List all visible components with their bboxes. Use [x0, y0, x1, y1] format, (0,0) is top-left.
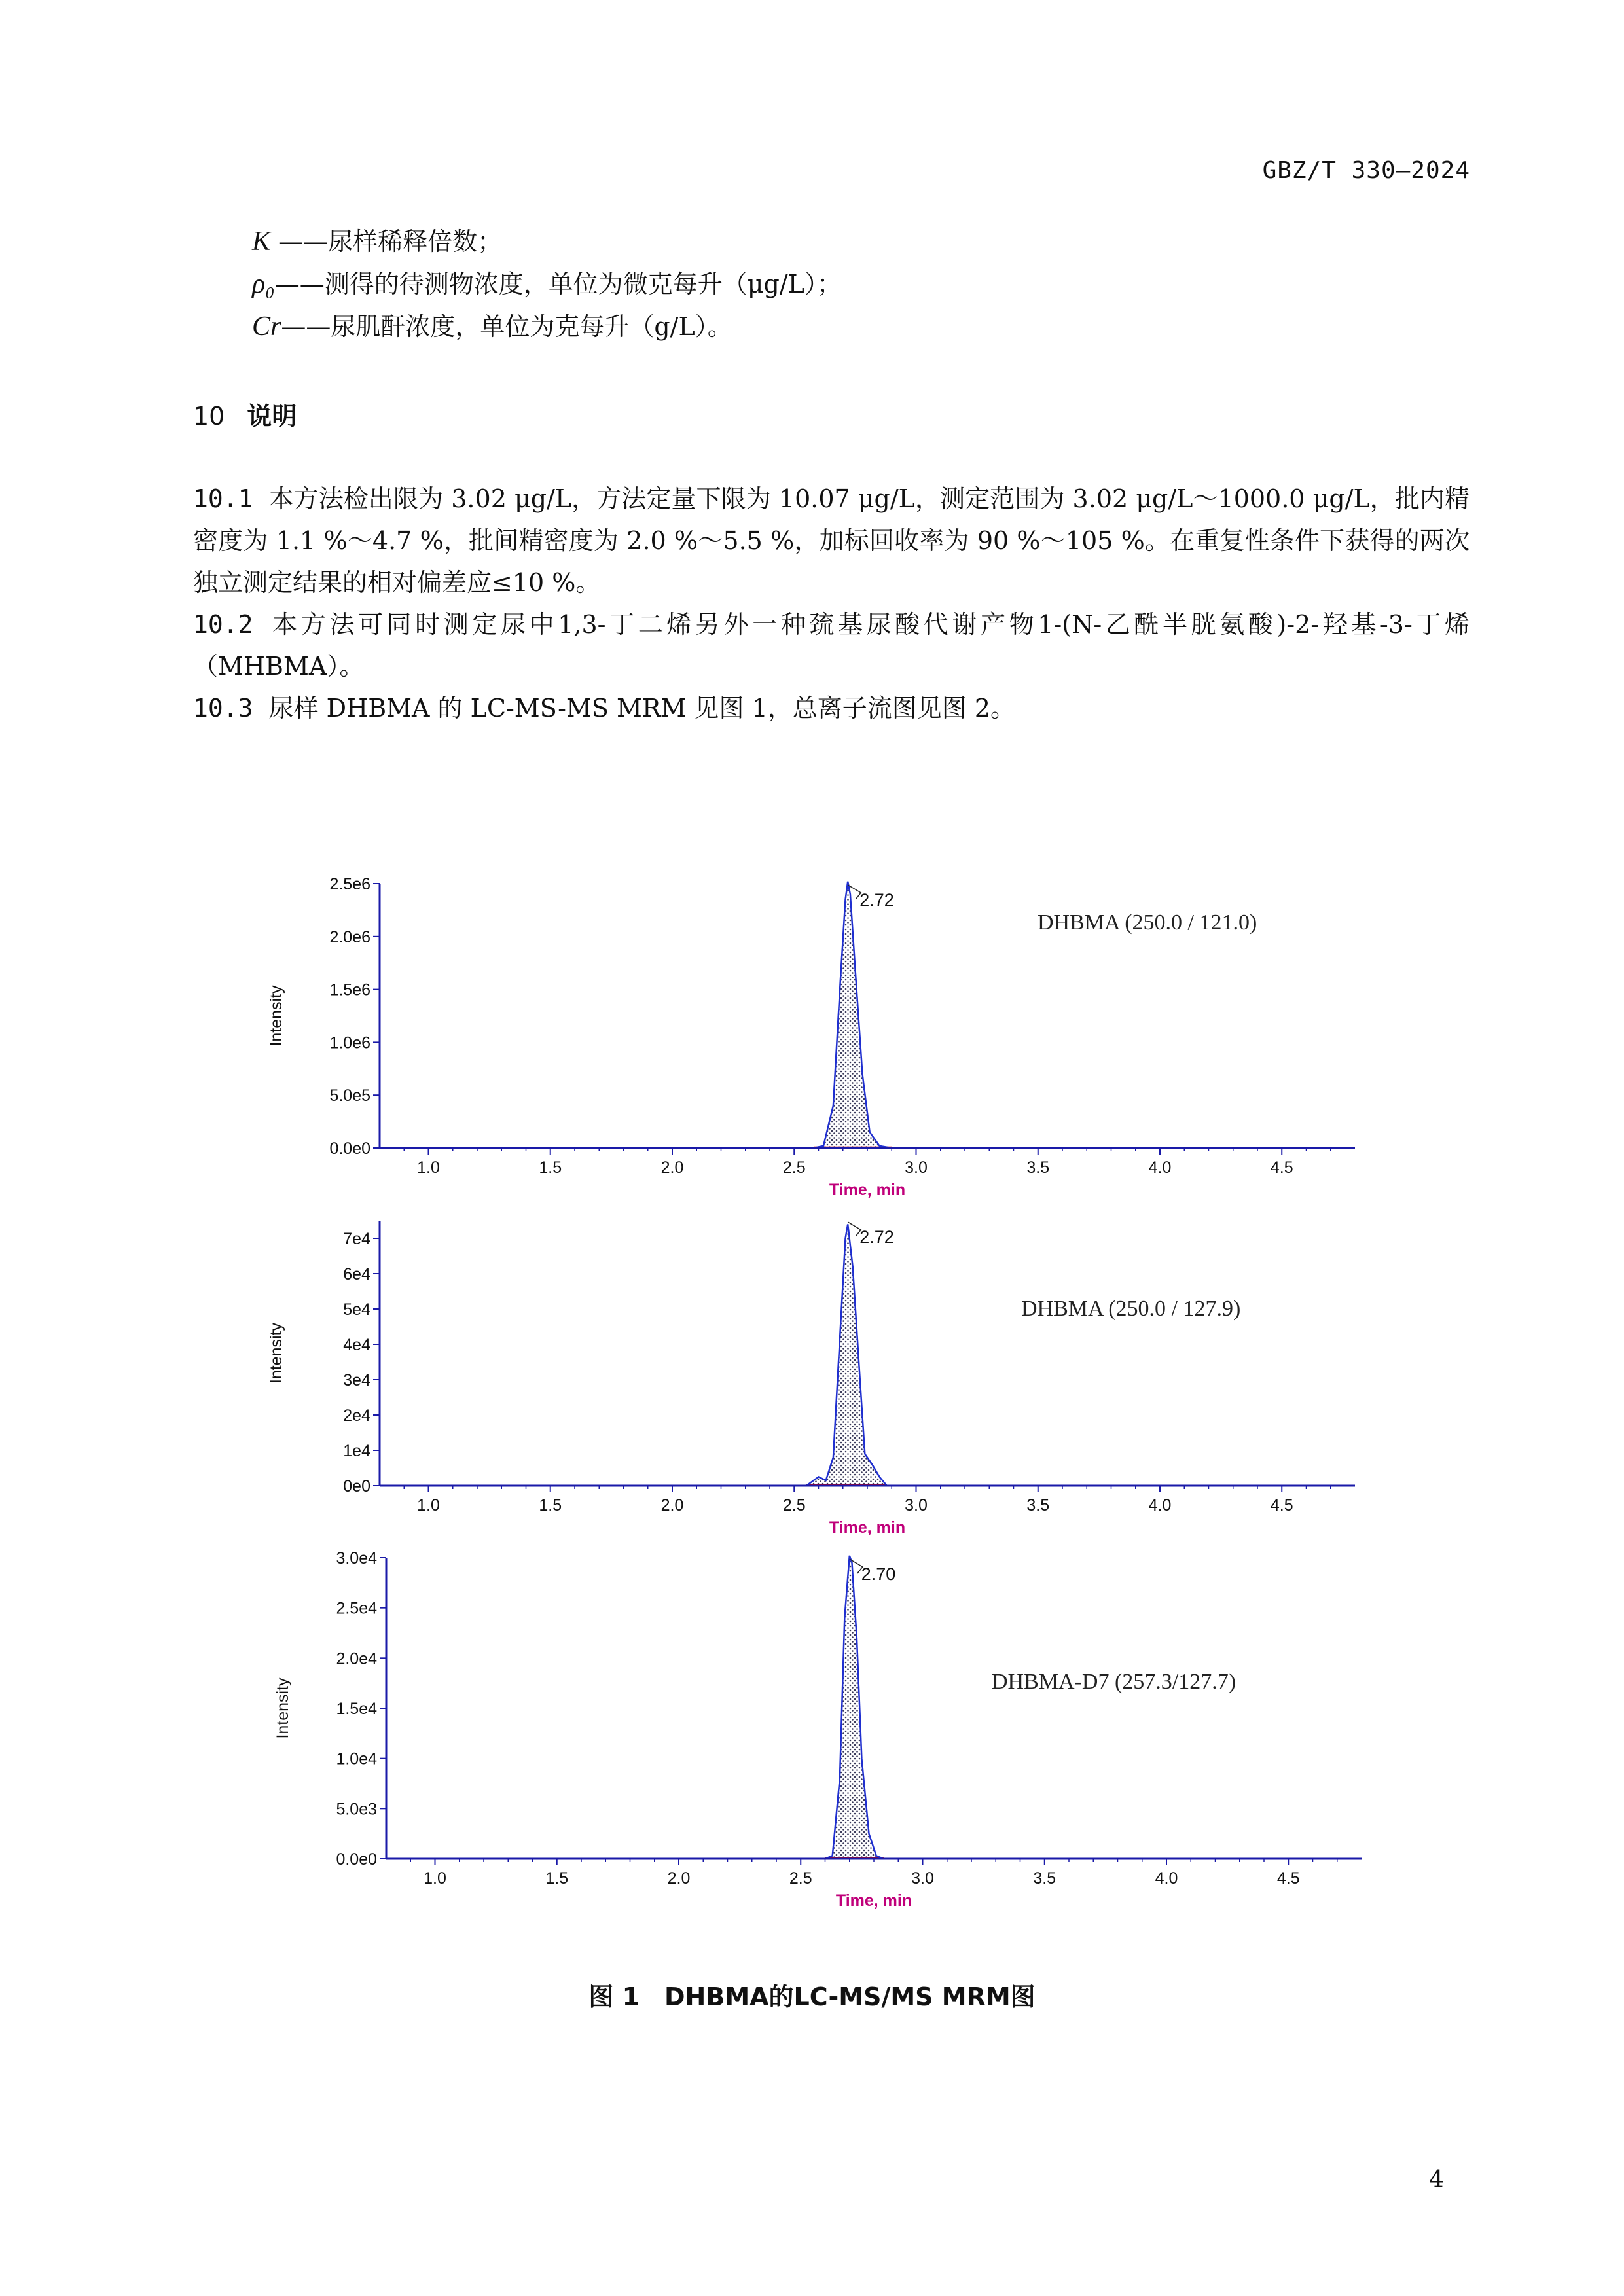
y-axis-label: Intensity: [267, 985, 285, 1047]
y-tick-label: 2e4: [343, 1407, 370, 1425]
x-tick-label: 1.5: [545, 1869, 569, 1888]
x-tick-label: 4.5: [1270, 1158, 1293, 1177]
y-tick-label: 2.5e6: [329, 875, 370, 893]
definition-k-text: ——尿样稀释倍数；: [270, 227, 503, 256]
y-tick-label: 3.0e4: [336, 1549, 377, 1568]
y-tick-label: 5.0e5: [329, 1086, 370, 1105]
x-tick-label: 4.5: [1276, 1869, 1300, 1888]
y-axis-label: Intensity: [274, 1677, 292, 1739]
section-title: 说明: [247, 402, 297, 431]
x-axis-label: Time, min: [829, 1181, 906, 1199]
x-tick-label: 4.0: [1155, 1869, 1178, 1888]
section-number: 10: [193, 402, 225, 431]
x-tick-label: 2.0: [667, 1869, 691, 1888]
y-tick-label: 2.0e4: [336, 1649, 377, 1668]
y-tick-label: 5.0e3: [336, 1800, 377, 1819]
x-tick-label: 1.5: [539, 1496, 562, 1515]
y-tick-label: 0.0e0: [329, 1139, 370, 1158]
y-tick-label: 4e4: [343, 1336, 370, 1354]
paragraph-10-2: [193, 603, 1470, 687]
x-tick-label: 1.0: [417, 1158, 440, 1177]
y-tick-label: 7e4: [343, 1230, 370, 1248]
definition-rho: [252, 268, 842, 300]
paragraph-number: 10.2: [193, 610, 253, 639]
y-tick-label: 1e4: [343, 1442, 370, 1460]
x-tick-label: 4.5: [1270, 1496, 1293, 1515]
y-tick-label: 1.5e6: [329, 980, 370, 999]
y-tick-label: 3e4: [343, 1371, 370, 1390]
trace-title: DHBMA (250.0 / 121.0): [1038, 910, 1257, 935]
x-tick-label: 3.5: [1033, 1869, 1056, 1888]
trace-title: DHBMA-D7 (257.3/127.7): [992, 1670, 1236, 1694]
chromatogram-svg: [249, 864, 1375, 1924]
symbol-k: K: [252, 226, 271, 257]
peak-area-fill: [380, 1224, 1355, 1486]
x-tick-label: 3.0: [911, 1869, 934, 1888]
x-tick-label: 3.0: [905, 1158, 928, 1177]
y-tick-label: 6e4: [343, 1265, 370, 1283]
definition-cr: [252, 311, 732, 342]
paragraph-text: 本方法可同时测定尿中1,3-丁二烯另外一种巯基尿酸代谢产物1-(N-乙酰半胱氨酸)-2-羟基-3-丁烯（MHBMA）。: [193, 610, 1470, 681]
y-tick-label: 5e4: [343, 1300, 370, 1319]
paragraph-10-3: [193, 687, 1470, 729]
chromatogram-trace: [380, 1224, 1355, 1486]
symbol-rho: ρ₀: [252, 269, 275, 299]
x-axis-label: Time, min: [829, 1518, 906, 1537]
mrm-chromatograms: [249, 864, 1375, 1924]
y-axis-label: Intensity: [267, 1322, 285, 1384]
paragraph-10-1: [193, 478, 1470, 603]
y-tick-label: 1.0e6: [329, 1033, 370, 1052]
x-tick-label: 3.0: [905, 1496, 928, 1515]
paragraph-number: 10.1: [193, 484, 253, 513]
y-tick-label: 1.5e4: [336, 1700, 377, 1718]
peak-label: 2.72: [859, 1227, 894, 1247]
x-axis-label: Time, min: [835, 1892, 912, 1910]
chromatogram-trace: [386, 1556, 1362, 1859]
peak-label: 2.72: [859, 890, 894, 910]
paragraph-number: 10.3: [193, 694, 253, 723]
peak-area-fill: [386, 1556, 1362, 1859]
definition-rho-text: ——测得的待测物浓度，单位为微克每升（μg/L）；: [274, 270, 842, 298]
x-tick-label: 3.5: [1026, 1496, 1050, 1515]
page-number: 4: [1429, 2166, 1444, 2193]
y-tick-label: 1.0e4: [336, 1749, 377, 1768]
definition-cr-text: ——尿肌酐浓度，单位为克每升（g/L）。: [281, 312, 732, 341]
x-tick-label: 2.5: [789, 1869, 812, 1888]
trace-title: DHBMA (250.0 / 127.9): [1021, 1297, 1241, 1321]
section-heading: [193, 396, 297, 432]
y-tick-label: 2.5e4: [336, 1599, 377, 1618]
x-tick-label: 2.5: [782, 1496, 806, 1515]
x-tick-label: 1.0: [424, 1869, 446, 1888]
x-tick-label: 4.0: [1148, 1496, 1172, 1515]
x-tick-label: 2.0: [660, 1158, 684, 1177]
paragraph-text: 本方法检出限为 3.02 μg/L，方法定量下限为 10.07 μg/L，测定范围为 3.02 μg/L～1000.0 μg/L，批内精密度为 1.1 %～4.7 %，批间精密度为 2.0 %～5.5 %，加标回收率为 90 %～105 %。在重复性条件下获得的两次独立测定结果的相对偏差应≤10 %。: [193, 484, 1470, 597]
x-tick-label: 2.5: [782, 1158, 806, 1177]
paragraph-text: 尿样 DHBMA 的 LC-MS-MS MRM 见图 1，总离子流图见图 2。: [268, 694, 1015, 723]
doc-code: GBZ/T 330—2024: [1262, 157, 1470, 184]
y-tick-label: 0e0: [343, 1477, 370, 1496]
definition-k: [252, 226, 502, 257]
y-tick-label: 0.0e0: [336, 1850, 377, 1869]
x-tick-label: 3.5: [1026, 1158, 1050, 1177]
symbol-cr: Cr: [252, 312, 281, 342]
x-tick-label: 1.0: [417, 1496, 440, 1515]
y-tick-label: 2.0e6: [329, 927, 370, 946]
x-tick-label: 1.5: [539, 1158, 562, 1177]
figure-caption: 图 1 DHBMA的LC-MS/MS MRM图: [588, 1982, 1036, 2011]
peak-label: 2.70: [861, 1564, 896, 1584]
x-tick-label: 4.0: [1148, 1158, 1172, 1177]
x-tick-label: 2.0: [660, 1496, 684, 1515]
